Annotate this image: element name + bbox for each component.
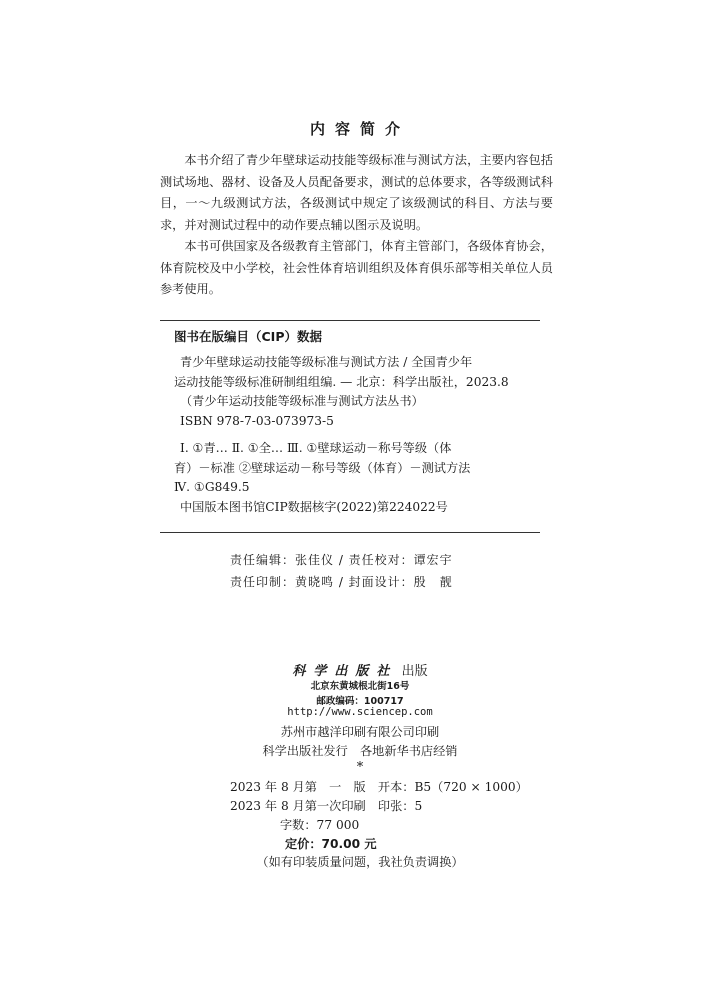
cip-title-line-2: 运动技能等级标准研制组组编. — 北京：科学出版社，2023.8 [174,374,509,389]
cip-record [174,353,544,517]
distribution: 科学出版社发行 各地新华书店经销 [262,744,458,758]
credits-line-1: 责任编辑：张佳仪 / 责任校对：谭宏宇 [230,553,453,567]
summary-paragraph-2: 本书可供国家及各级教育主管部门，体育主管部门，各级体育协会，体育院校及中小学校，社会性体育培训组织及体育俱乐部等相关单位人员参考使用。 [160,239,553,296]
word-count: 字数：77 000 [280,818,360,832]
edition-line-1: 2023 年 8 月第 一 版 开本：B5（720 × 1000） [230,780,528,794]
printer: 苏州市越洋印刷有限公司印刷 [280,725,440,739]
cip-record-number: 中国版本图书馆CIP数据核字(2022)第224022号 [180,499,448,514]
price: 定价：70.00 元 [285,837,377,851]
publisher-postcode: 邮政编码：100717 [316,696,404,707]
publisher-suffix: 出版 [401,664,428,679]
summary-title: 内容简介 [309,120,410,138]
credits-line-2: 责任印制：黄晓鸣 / 封面设计：殷 靓 [230,575,453,589]
separator-star: * [356,760,364,775]
edition-line-2: 2023 年 8 月第一次印刷 印张：5 [230,799,423,813]
cip-isbn: ISBN 978-7-03-073973-5 [180,413,334,428]
edition-info [230,778,528,854]
cip-class-line-1: Ⅰ. ①青… Ⅱ. ①全… Ⅲ. ①壁球运动－称号等级（体 [180,441,452,455]
cip-title-line-1: 青少年壁球运动技能等级标准与测试方法 / 全国青少年 [180,355,473,369]
credits [230,549,453,593]
publisher-logo-text: 科学出版社 [292,664,398,679]
cip-gap [174,431,544,439]
cip-series: （青少年运动技能等级标准与测试方法丛书） [180,394,424,408]
summary-text [160,150,553,301]
cip-class-line-3: Ⅳ. ①G849.5 [174,480,250,494]
cip-heading: 图书在版编目（CIP）数据 [174,329,322,344]
cip-top-rule [160,320,540,321]
quality-note: （如有印装质量问题，我社负责调换） [256,855,464,869]
publisher-address-block [0,679,720,709]
publisher-address: 北京东黄城根北街16号 [310,681,410,692]
printing-info [0,723,720,761]
cip-bottom-rule [160,532,540,533]
summary-paragraph-1: 本书介绍了青少年壁球运动技能等级标准与测试方法，主要内容包括测试场地、器材、设备及人员配备要求，测试的总体要求，各等级测试科目，一～九级测试方法，各级测试中规定了该级测试的科目、方法与要求，并对测试过程中的动作要点辅以图示及说明。 [160,153,553,232]
publisher-url: http://www.sciencep.com [287,706,433,718]
cip-class-line-2: 育）－标准 ②壁球运动－称号等级（体育）－测试方法 [174,460,471,475]
publisher-line [0,660,720,679]
